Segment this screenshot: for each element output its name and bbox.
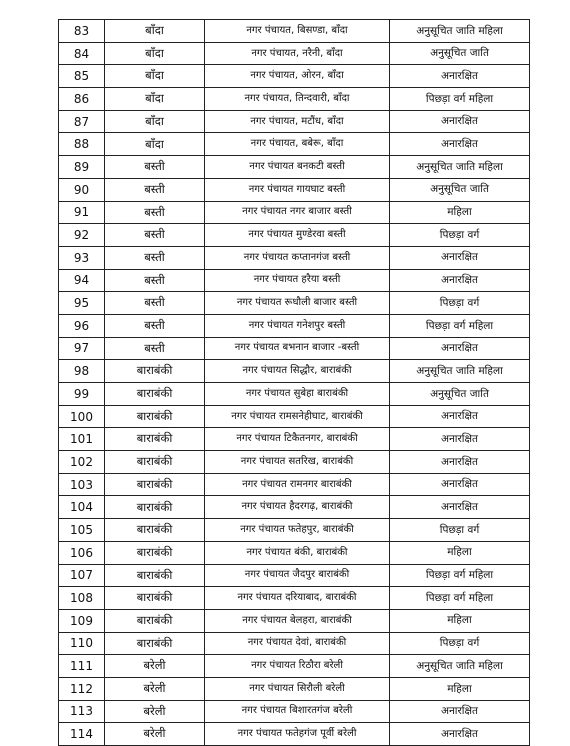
serial-number-cell: 96	[59, 314, 105, 337]
district-cell: बरेली	[105, 723, 205, 746]
serial-number-cell: 114	[59, 723, 105, 746]
reservation-category-cell: अनारक्षित	[390, 473, 530, 496]
table-row	[59, 269, 530, 292]
serial-number-cell: 111	[59, 655, 105, 678]
nagar-panchayat-cell: नगर पंचायत टिकैतनगर, बाराबंकी	[205, 428, 390, 451]
serial-number-cell: 87	[59, 110, 105, 133]
reservation-category-cell: अनारक्षित	[390, 451, 530, 474]
table-row	[59, 246, 530, 269]
table-row	[59, 541, 530, 564]
district-cell: बाराबंकी	[105, 473, 205, 496]
reservation-table	[58, 19, 530, 746]
district-cell: बाराबंकी	[105, 405, 205, 428]
district-cell: बस्ती	[105, 246, 205, 269]
district-cell: बाराबंकी	[105, 519, 205, 542]
district-cell: बाँदा	[105, 110, 205, 133]
table-row	[59, 156, 530, 179]
district-cell: बाँदा	[105, 133, 205, 156]
reservation-category-cell: महिला	[390, 541, 530, 564]
nagar-panchayat-cell: नगर पंचायत हरैया बस्ती	[205, 269, 390, 292]
nagar-panchayat-cell: नगर पंचायत सिद्धौर, बाराबंकी	[205, 360, 390, 383]
nagar-panchayat-cell: नगर पंचायत रूधौली बाजार बस्ती	[205, 292, 390, 315]
reservation-category-cell: अनारक्षित	[390, 723, 530, 746]
district-cell: बाराबंकी	[105, 632, 205, 655]
district-cell: बाराबंकी	[105, 360, 205, 383]
serial-number-cell: 90	[59, 178, 105, 201]
reservation-category-cell: अनुसूचित जाति महिला	[390, 156, 530, 179]
serial-number-cell: 101	[59, 428, 105, 451]
reservation-category-cell: महिला	[390, 201, 530, 224]
serial-number-cell: 100	[59, 405, 105, 428]
reservation-category-cell: पिछड़ा वर्ग	[390, 224, 530, 247]
table-row	[59, 587, 530, 610]
table-row	[59, 292, 530, 315]
nagar-panchayat-cell: नगर पंचायत मुण्डेरवा बस्ती	[205, 224, 390, 247]
reservation-category-cell: अनारक्षित	[390, 496, 530, 519]
serial-number-cell: 107	[59, 564, 105, 587]
serial-number-cell: 112	[59, 677, 105, 700]
table-row	[59, 314, 530, 337]
reservation-category-cell: अनारक्षित	[390, 65, 530, 88]
nagar-panchayat-cell: नगर पंचायत बंकी, बाराबंकी	[205, 541, 390, 564]
district-cell: बाँदा	[105, 88, 205, 111]
table-row	[59, 451, 530, 474]
reservation-category-cell: अनारक्षित	[390, 428, 530, 451]
serial-number-cell: 86	[59, 88, 105, 111]
reservation-category-cell: पिछड़ा वर्ग महिला	[390, 314, 530, 337]
table-row	[59, 700, 530, 723]
table-row	[59, 20, 530, 43]
reservation-category-cell: अनुसूचित जाति	[390, 42, 530, 65]
reservation-category-cell: पिछड़ा वर्ग महिला	[390, 587, 530, 610]
nagar-panchayat-cell: नगर पंचायत बभनान बाजार -बस्ती	[205, 337, 390, 360]
nagar-panchayat-cell: नगर पंचायत दरियाबाद, बाराबंकी	[205, 587, 390, 610]
district-cell: बस्ती	[105, 224, 205, 247]
table-row	[59, 519, 530, 542]
serial-number-cell: 97	[59, 337, 105, 360]
nagar-panchayat-cell: नगर पंचायत, बबेरू, बाँदा	[205, 133, 390, 156]
serial-number-cell: 98	[59, 360, 105, 383]
nagar-panchayat-cell: नगर पंचायत हैदरगढ़, बाराबंकी	[205, 496, 390, 519]
district-cell: बस्ती	[105, 201, 205, 224]
nagar-panchayat-cell: नगर पंचायत फतेहगंज पूर्वी बरेली	[205, 723, 390, 746]
nagar-panchayat-cell: नगर पंचायत सतरिख, बाराबंकी	[205, 451, 390, 474]
nagar-panchayat-cell: नगर पंचायत, नरैनी, बाँदा	[205, 42, 390, 65]
table-row	[59, 42, 530, 65]
nagar-panchayat-cell: नगर पंचायत जैदपुर बाराबंकी	[205, 564, 390, 587]
serial-number-cell: 88	[59, 133, 105, 156]
reservation-category-cell: अनारक्षित	[390, 700, 530, 723]
district-cell: बाराबंकी	[105, 609, 205, 632]
reservation-category-cell: पिछड़ा वर्ग	[390, 632, 530, 655]
serial-number-cell: 94	[59, 269, 105, 292]
reservation-category-cell: अनुसूचित जाति महिला	[390, 655, 530, 678]
nagar-panchayat-cell: नगर पंचायत बनकटी बस्ती	[205, 156, 390, 179]
reservation-category-cell: अनारक्षित	[390, 405, 530, 428]
table-row	[59, 337, 530, 360]
serial-number-cell: 102	[59, 451, 105, 474]
serial-number-cell: 92	[59, 224, 105, 247]
nagar-panchayat-cell: नगर पंचायत देवां, बाराबंकी	[205, 632, 390, 655]
table-row	[59, 405, 530, 428]
nagar-panchayat-cell: नगर पंचायत फतेहपुर, बाराबंकी	[205, 519, 390, 542]
reservation-list-page	[58, 19, 529, 746]
serial-number-cell: 104	[59, 496, 105, 519]
serial-number-cell: 110	[59, 632, 105, 655]
district-cell: बाँदा	[105, 42, 205, 65]
nagar-panchayat-cell: नगर पंचायत बेलहरा, बाराबंकी	[205, 609, 390, 632]
table-row	[59, 201, 530, 224]
serial-number-cell: 108	[59, 587, 105, 610]
serial-number-cell: 95	[59, 292, 105, 315]
nagar-panchayat-cell: नगर पंचायत गायघाट बस्ती	[205, 178, 390, 201]
nagar-panchayat-cell: नगर पंचायत नगर बाजार बस्ती	[205, 201, 390, 224]
district-cell: बस्ती	[105, 292, 205, 315]
table-body	[59, 20, 530, 746]
serial-number-cell: 105	[59, 519, 105, 542]
serial-number-cell: 84	[59, 42, 105, 65]
reservation-category-cell: महिला	[390, 677, 530, 700]
district-cell: बाराबंकी	[105, 496, 205, 519]
table-row	[59, 88, 530, 111]
table-row	[59, 110, 530, 133]
district-cell: बस्ती	[105, 178, 205, 201]
nagar-panchayat-cell: नगर पंचायत सुबेहा बाराबंकी	[205, 383, 390, 406]
reservation-category-cell: अनारक्षित	[390, 110, 530, 133]
serial-number-cell: 103	[59, 473, 105, 496]
district-cell: बाराबंकी	[105, 451, 205, 474]
serial-number-cell: 85	[59, 65, 105, 88]
nagar-panchayat-cell: नगर पंचायत बिशारतगंज बरेली	[205, 700, 390, 723]
district-cell: बरेली	[105, 677, 205, 700]
serial-number-cell: 99	[59, 383, 105, 406]
district-cell: बस्ती	[105, 337, 205, 360]
table-row	[59, 224, 530, 247]
nagar-panchayat-cell: नगर पंचायत रामसनेहीघाट, बाराबंकी	[205, 405, 390, 428]
district-cell: बाराबंकी	[105, 564, 205, 587]
table-row	[59, 564, 530, 587]
table-row	[59, 178, 530, 201]
reservation-category-cell: अनुसूचित जाति महिला	[390, 360, 530, 383]
nagar-panchayat-cell: नगर पंचायत, ओरन, बाँदा	[205, 65, 390, 88]
serial-number-cell: 83	[59, 20, 105, 43]
nagar-panchayat-cell: नगर पंचायत, बिसण्डा, बाँदा	[205, 20, 390, 43]
table-row	[59, 65, 530, 88]
serial-number-cell: 106	[59, 541, 105, 564]
reservation-category-cell: पिछड़ा वर्ग महिला	[390, 88, 530, 111]
district-cell: बाराबंकी	[105, 383, 205, 406]
reservation-category-cell: महिला	[390, 609, 530, 632]
table-row	[59, 496, 530, 519]
table-row	[59, 655, 530, 678]
district-cell: बाँदा	[105, 20, 205, 43]
nagar-panchayat-cell: नगर पंचायत कप्तानगंज बस्ती	[205, 246, 390, 269]
table-row	[59, 360, 530, 383]
table-row	[59, 383, 530, 406]
district-cell: बरेली	[105, 655, 205, 678]
table-row	[59, 473, 530, 496]
table-row	[59, 677, 530, 700]
district-cell: बाराबंकी	[105, 541, 205, 564]
serial-number-cell: 113	[59, 700, 105, 723]
table-row	[59, 133, 530, 156]
table-row	[59, 609, 530, 632]
district-cell: बस्ती	[105, 314, 205, 337]
reservation-category-cell: अनुसूचित जाति महिला	[390, 20, 530, 43]
reservation-category-cell: पिछड़ा वर्ग महिला	[390, 564, 530, 587]
district-cell: बाराबंकी	[105, 587, 205, 610]
reservation-category-cell: पिछड़ा वर्ग	[390, 292, 530, 315]
serial-number-cell: 91	[59, 201, 105, 224]
reservation-category-cell: अनारक्षित	[390, 337, 530, 360]
nagar-panchayat-cell: नगर पंचायत रामनगर बाराबंकी	[205, 473, 390, 496]
nagar-panchayat-cell: नगर पंचायत गनेशपुर बस्ती	[205, 314, 390, 337]
reservation-category-cell: अनारक्षित	[390, 246, 530, 269]
nagar-panchayat-cell: नगर पंचायत, तिन्दवारी, बाँदा	[205, 88, 390, 111]
reservation-category-cell: अनारक्षित	[390, 133, 530, 156]
district-cell: बस्ती	[105, 156, 205, 179]
serial-number-cell: 109	[59, 609, 105, 632]
district-cell: बाराबंकी	[105, 428, 205, 451]
reservation-category-cell: पिछड़ा वर्ग	[390, 519, 530, 542]
district-cell: बाँदा	[105, 65, 205, 88]
table-row	[59, 723, 530, 746]
reservation-category-cell: अनुसूचित जाति	[390, 178, 530, 201]
district-cell: बस्ती	[105, 269, 205, 292]
serial-number-cell: 93	[59, 246, 105, 269]
nagar-panchayat-cell: नगर पंचायत रिठौरा बरेली	[205, 655, 390, 678]
reservation-category-cell: अनारक्षित	[390, 269, 530, 292]
reservation-category-cell: अनुसूचित जाति	[390, 383, 530, 406]
nagar-panchayat-cell: नगर पंचायत, मटौंध, बाँदा	[205, 110, 390, 133]
table-row	[59, 428, 530, 451]
district-cell: बरेली	[105, 700, 205, 723]
nagar-panchayat-cell: नगर पंचायत सिरौली बरेली	[205, 677, 390, 700]
serial-number-cell: 89	[59, 156, 105, 179]
table-row	[59, 632, 530, 655]
